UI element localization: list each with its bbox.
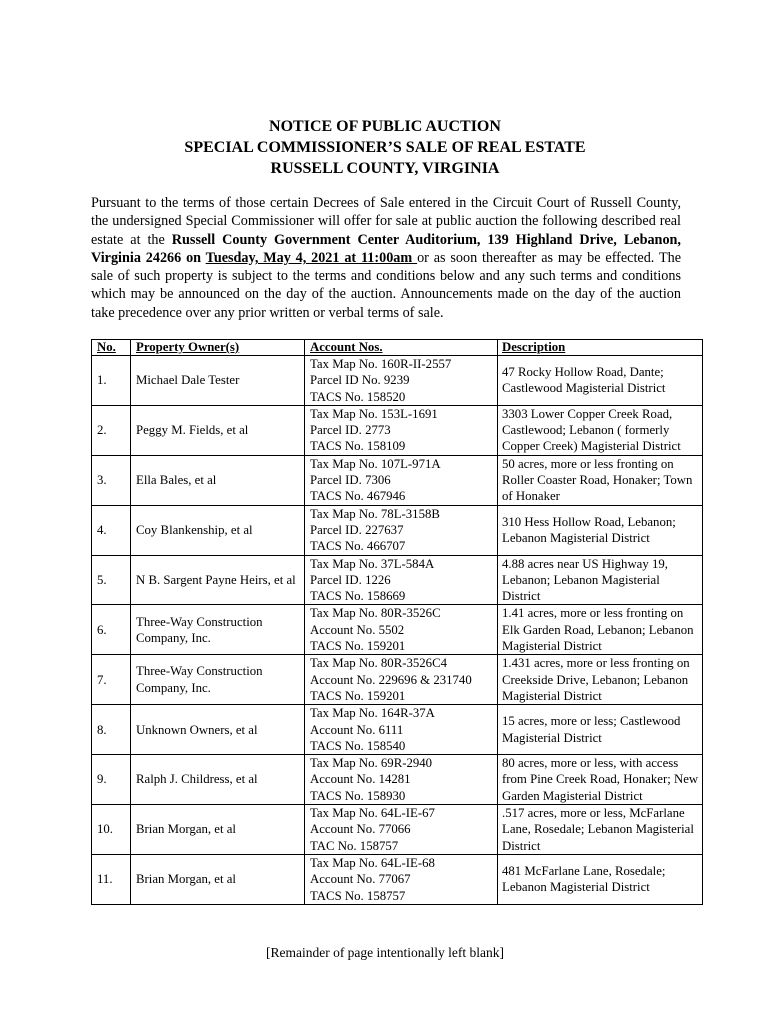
- intro-paragraph: [91, 194, 681, 322]
- property-owner: N B. Sargent Payne Heirs, et al: [131, 555, 305, 605]
- property-description: 47 Rocky Hollow Road, Dante; Castlewood Magisterial District: [498, 356, 703, 406]
- property-description: 4.88 acres near US Highway 19, Lebanon; Lebanon Magisterial District: [498, 555, 703, 605]
- row-number: 6.: [92, 605, 131, 655]
- table-row: [92, 705, 703, 755]
- property-description: 481 McFarlane Lane, Rosedale; Lebanon Magisterial District: [498, 854, 703, 904]
- account-numbers: [305, 356, 498, 406]
- account-line: Account No. 5502: [310, 622, 405, 637]
- property-description: 1.41 acres, more or less fronting on Elk Garden Road, Lebanon; Lebanon Magisterial District: [498, 605, 703, 655]
- account-line: Parcel ID. 227637: [310, 522, 404, 537]
- property-description: 1.431 acres, more or less fronting on Creekside Drive, Lebanon; Lebanon Magisterial District: [498, 655, 703, 705]
- footer-note: [Remainder of page intentionally left blank]: [265, 945, 505, 960]
- intro-location: Russell County Government Center Auditorium, 139 Highland Drive, Lebanon, Virginia 24266 on: [91, 231, 681, 266]
- property-owner: Brian Morgan, et al: [131, 805, 305, 855]
- account-line: Parcel ID. 1226: [310, 572, 391, 587]
- account-numbers: [305, 805, 498, 855]
- account-line: Account No. 6111: [310, 722, 404, 737]
- account-line: TAC No. 158757: [310, 838, 399, 853]
- header-owner: Property Owner(s): [131, 340, 305, 356]
- account-line: Account No. 77067: [310, 872, 411, 887]
- table-row: [92, 805, 703, 855]
- property-description: 15 acres, more or less; Castlewood Magisterial District: [498, 705, 703, 755]
- account-line: Tax Map No. 107L-971A: [310, 456, 441, 471]
- account-numbers: [305, 555, 498, 605]
- account-line: Tax Map No. 64L-IE-67: [310, 806, 435, 821]
- row-number: 2.: [92, 405, 131, 455]
- account-line: TACS No. 158540: [310, 738, 406, 753]
- account-numbers: [305, 705, 498, 755]
- property-owner: Michael Dale Tester: [131, 356, 305, 406]
- property-description: 3303 Lower Copper Creek Road, Castlewood; Lebanon ( formerly Copper Creek) Magisterial District: [498, 405, 703, 455]
- account-line: TACS No. 158109: [310, 439, 406, 454]
- property-owner: Ella Bales, et al: [131, 455, 305, 505]
- property-description: 50 acres, more or less fronting on Roller Coaster Road, Honaker; Town of Honaker: [498, 455, 703, 505]
- title-line-3: RUSSELL COUNTY, VIRGINIA: [270, 160, 500, 177]
- header-description: Description: [498, 340, 703, 356]
- property-owner: Brian Morgan, et al: [131, 854, 305, 904]
- account-line: TACS No. 467946: [310, 489, 406, 504]
- account-line: Parcel ID. 2773: [310, 423, 391, 438]
- table-row: [92, 755, 703, 805]
- account-line: Parcel ID. 7306: [310, 473, 391, 488]
- row-number: 11.: [92, 854, 131, 904]
- property-owner: Three-Way Construction Company, Inc.: [131, 655, 305, 705]
- account-line: Parcel ID No. 9239: [310, 373, 410, 388]
- account-line: TACS No. 159201: [310, 639, 406, 654]
- row-number: 3.: [92, 455, 131, 505]
- account-line: TACS No. 158669: [310, 589, 406, 604]
- account-line: Account No. 77066: [310, 822, 411, 837]
- table-row: [92, 455, 703, 505]
- account-line: Tax Map No. 160R-II-2557: [310, 357, 452, 371]
- title-line-1: NOTICE OF PUBLIC AUCTION: [269, 118, 501, 135]
- account-line: TACS No. 466707: [310, 539, 406, 554]
- account-numbers: [305, 655, 498, 705]
- account-line: Tax Map No. 80R-3526C: [310, 606, 441, 621]
- property-owner: Three-Way Construction Company, Inc.: [131, 605, 305, 655]
- property-owner: Unknown Owners, et al: [131, 705, 305, 755]
- intro-date: Tuesday, May 4, 2021 at 11:00am: [205, 249, 418, 266]
- row-number: 7.: [92, 655, 131, 705]
- row-number: 9.: [92, 755, 131, 805]
- header-no: No.: [92, 340, 131, 356]
- property-owner: Ralph J. Childress, et al: [131, 755, 305, 805]
- account-line: Tax Map No. 80R-3526C4: [310, 656, 448, 671]
- property-owner: Coy Blankenship, et al: [131, 505, 305, 555]
- table-row: [92, 854, 703, 904]
- account-line: Tax Map No. 164R-37A: [310, 706, 435, 721]
- table-row: [92, 505, 703, 555]
- row-number: 4.: [92, 505, 131, 555]
- account-line: Tax Map No. 37L-584A: [310, 556, 435, 571]
- account-line: TACS No. 158520: [310, 389, 406, 404]
- table-row: [92, 655, 703, 705]
- account-line: Account No. 229696 & 231740: [310, 672, 472, 687]
- table-row: [92, 555, 703, 605]
- account-line: Tax Map No. 78L-3158B: [310, 506, 440, 521]
- intro-text-2: or as soon thereafter as may be effected. The sale of such property is subject to the terms and conditions below and any such terms and conditions which may be announced on the day of the auction. Announcements made on the day of the auction take precedence over any prior written or verbal terms of sale.: [91, 249, 681, 321]
- account-line: Account No. 14281: [310, 772, 411, 787]
- row-number: 10.: [92, 805, 131, 855]
- table-row: [92, 405, 703, 455]
- header-account: Account Nos.: [305, 340, 498, 356]
- table-row: [92, 605, 703, 655]
- account-line: Tax Map No. 153L-1691: [310, 406, 438, 421]
- account-numbers: [305, 405, 498, 455]
- account-line: TACS No. 159201: [310, 688, 406, 703]
- account-line: TACS No. 158930: [310, 788, 406, 803]
- property-description: 80 acres, more or less, with access from Pine Creek Road, Honaker; New Garden Magisterial District: [498, 755, 703, 805]
- account-line: TACS No. 158757: [310, 888, 406, 903]
- property-description: .517 acres, more or less, McFarlane Lane, Rosedale; Lebanon Magisterial District: [498, 805, 703, 855]
- property-owner: Peggy M. Fields, et al: [131, 405, 305, 455]
- account-line: Tax Map No. 64L-IE-68: [310, 855, 435, 870]
- auction-table: [91, 339, 703, 905]
- account-numbers: [305, 854, 498, 904]
- row-number: 5.: [92, 555, 131, 605]
- account-numbers: [305, 605, 498, 655]
- title-line-2: SPECIAL COMMISSIONER’S SALE OF REAL ESTATE: [184, 139, 586, 156]
- table-row: [92, 356, 703, 406]
- intro-text-1: Pursuant to the terms of those certain Decrees of Sale entered in the Circuit Court of Russell County, the undersigned Special Commissioner will offer for sale at public auction the following described real estate at the: [91, 195, 681, 248]
- account-numbers: [305, 505, 498, 555]
- table-header-row: [92, 340, 703, 356]
- property-description: 310 Hess Hollow Road, Lebanon; Lebanon Magisterial District: [498, 505, 703, 555]
- account-numbers: [305, 455, 498, 505]
- row-number: 1.: [92, 356, 131, 406]
- account-line: Tax Map No. 69R-2940: [310, 756, 433, 771]
- row-number: 8.: [92, 705, 131, 755]
- document-title: [0, 116, 770, 179]
- account-numbers: [305, 755, 498, 805]
